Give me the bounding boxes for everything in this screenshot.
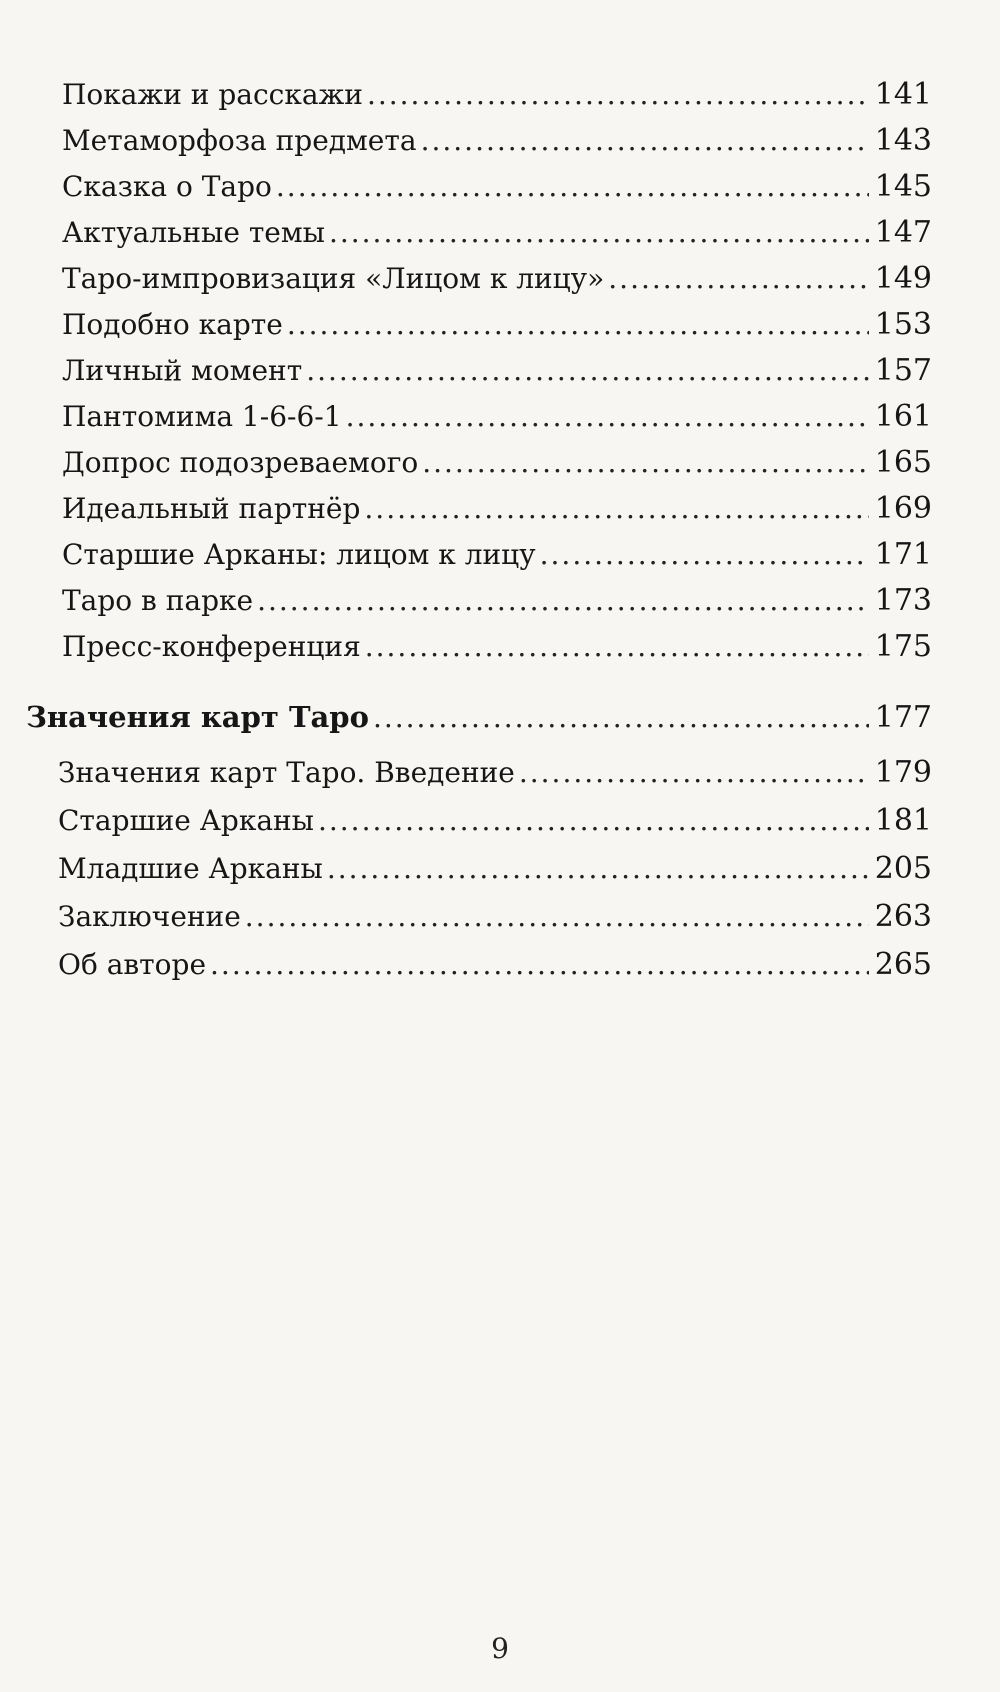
toc-entry-page: 157 — [874, 353, 932, 388]
dot-leader — [346, 394, 869, 440]
toc-entry-page: 205 — [874, 851, 932, 886]
toc-entry-title: Пантомима 1-6-6-1 — [62, 400, 342, 433]
toc-entry-page: 149 — [874, 261, 932, 296]
dot-leader — [421, 118, 869, 164]
toc-entry-title: Заключение — [58, 900, 241, 933]
toc-entry-title: Об авторе — [58, 948, 207, 981]
toc-entry-page: 179 — [874, 755, 932, 790]
dot-leader — [329, 210, 869, 256]
dot-leader — [373, 695, 869, 741]
toc-entry-page: 173 — [874, 583, 932, 618]
toc-entry-page: 181 — [874, 803, 932, 838]
toc-entry[interactable] — [58, 798, 932, 844]
dot-leader — [367, 72, 869, 118]
dot-leader — [210, 942, 869, 988]
dot-leader — [276, 164, 869, 210]
dot-leader — [519, 750, 869, 796]
toc-entry-page: 169 — [874, 491, 932, 526]
dot-leader — [365, 624, 869, 670]
toc-section[interactable] — [26, 694, 932, 740]
toc-entry[interactable] — [62, 118, 932, 164]
dot-leader — [327, 846, 869, 892]
toc-section-title: Значения карт Таро — [26, 700, 369, 734]
dot-leader — [422, 440, 869, 486]
toc-entry[interactable] — [62, 302, 932, 348]
toc-entry-page: 265 — [874, 947, 932, 982]
dot-leader — [245, 894, 869, 940]
toc-entry[interactable] — [58, 750, 932, 796]
toc-entry-page: 141 — [874, 77, 932, 112]
toc-entry-title: Сказка о Таро — [62, 170, 272, 203]
toc-entry-title: Старшие Арканы: лицом к лицу — [62, 538, 536, 571]
toc-entry-page: 153 — [874, 307, 932, 342]
toc-entry-page: 165 — [874, 445, 932, 480]
toc-entry[interactable] — [58, 894, 932, 940]
toc-entry-page: 161 — [874, 399, 932, 434]
toc-entry[interactable] — [58, 846, 932, 892]
toc-entry[interactable] — [62, 164, 932, 210]
toc-entry[interactable] — [62, 440, 932, 486]
toc-entry[interactable] — [62, 578, 932, 624]
toc-entry-title: Значения карт Таро. Введение — [58, 756, 515, 789]
toc-entry-title: Старшие Арканы — [58, 804, 314, 837]
dot-leader — [540, 532, 869, 578]
toc-entry-page: 145 — [874, 169, 932, 204]
toc-entry-page: 143 — [874, 123, 932, 158]
toc-entry[interactable] — [62, 348, 932, 394]
toc-entry-page: 263 — [874, 899, 932, 934]
toc-entry-title: Пресс-конференция — [62, 630, 361, 663]
toc-entry-page: 147 — [874, 215, 932, 250]
toc-entry-title: Таро в парке — [62, 584, 254, 617]
toc-entry[interactable] — [62, 210, 932, 256]
toc-entry[interactable] — [62, 72, 932, 118]
toc-entry-title: Подобно карте — [62, 308, 283, 341]
toc-entry[interactable] — [62, 256, 932, 302]
dot-leader — [318, 798, 869, 844]
toc-entry-page: 171 — [874, 537, 932, 572]
toc-entry[interactable] — [62, 532, 932, 578]
dot-leader — [608, 256, 868, 302]
dot-leader — [257, 578, 869, 624]
toc-entry-title: Покажи и расскажи — [62, 78, 363, 111]
toc-entry-title: Допрос подозреваемого — [62, 446, 419, 479]
toc-entry-title: Таро-импровизация «Лицом к лицу» — [62, 262, 605, 295]
toc-entry[interactable] — [58, 942, 932, 988]
toc-section-page: 177 — [874, 700, 932, 735]
toc-entry-title: Младшие Арканы — [58, 852, 323, 885]
toc-entry[interactable] — [62, 394, 932, 440]
toc-entry-title: Идеальный партнёр — [62, 492, 361, 525]
toc-entry-title: Актуальные темы — [62, 216, 325, 249]
dot-leader — [306, 348, 869, 394]
toc-entry[interactable] — [62, 624, 932, 670]
page-number: 9 — [491, 1632, 509, 1665]
toc-entry[interactable] — [62, 486, 932, 532]
dot-leader — [287, 302, 869, 348]
toc-entry-title: Личный момент — [62, 354, 303, 387]
dot-leader — [364, 486, 868, 532]
toc-entry-page: 175 — [874, 629, 932, 664]
toc-entry-title: Метаморфоза предмета — [62, 124, 417, 157]
